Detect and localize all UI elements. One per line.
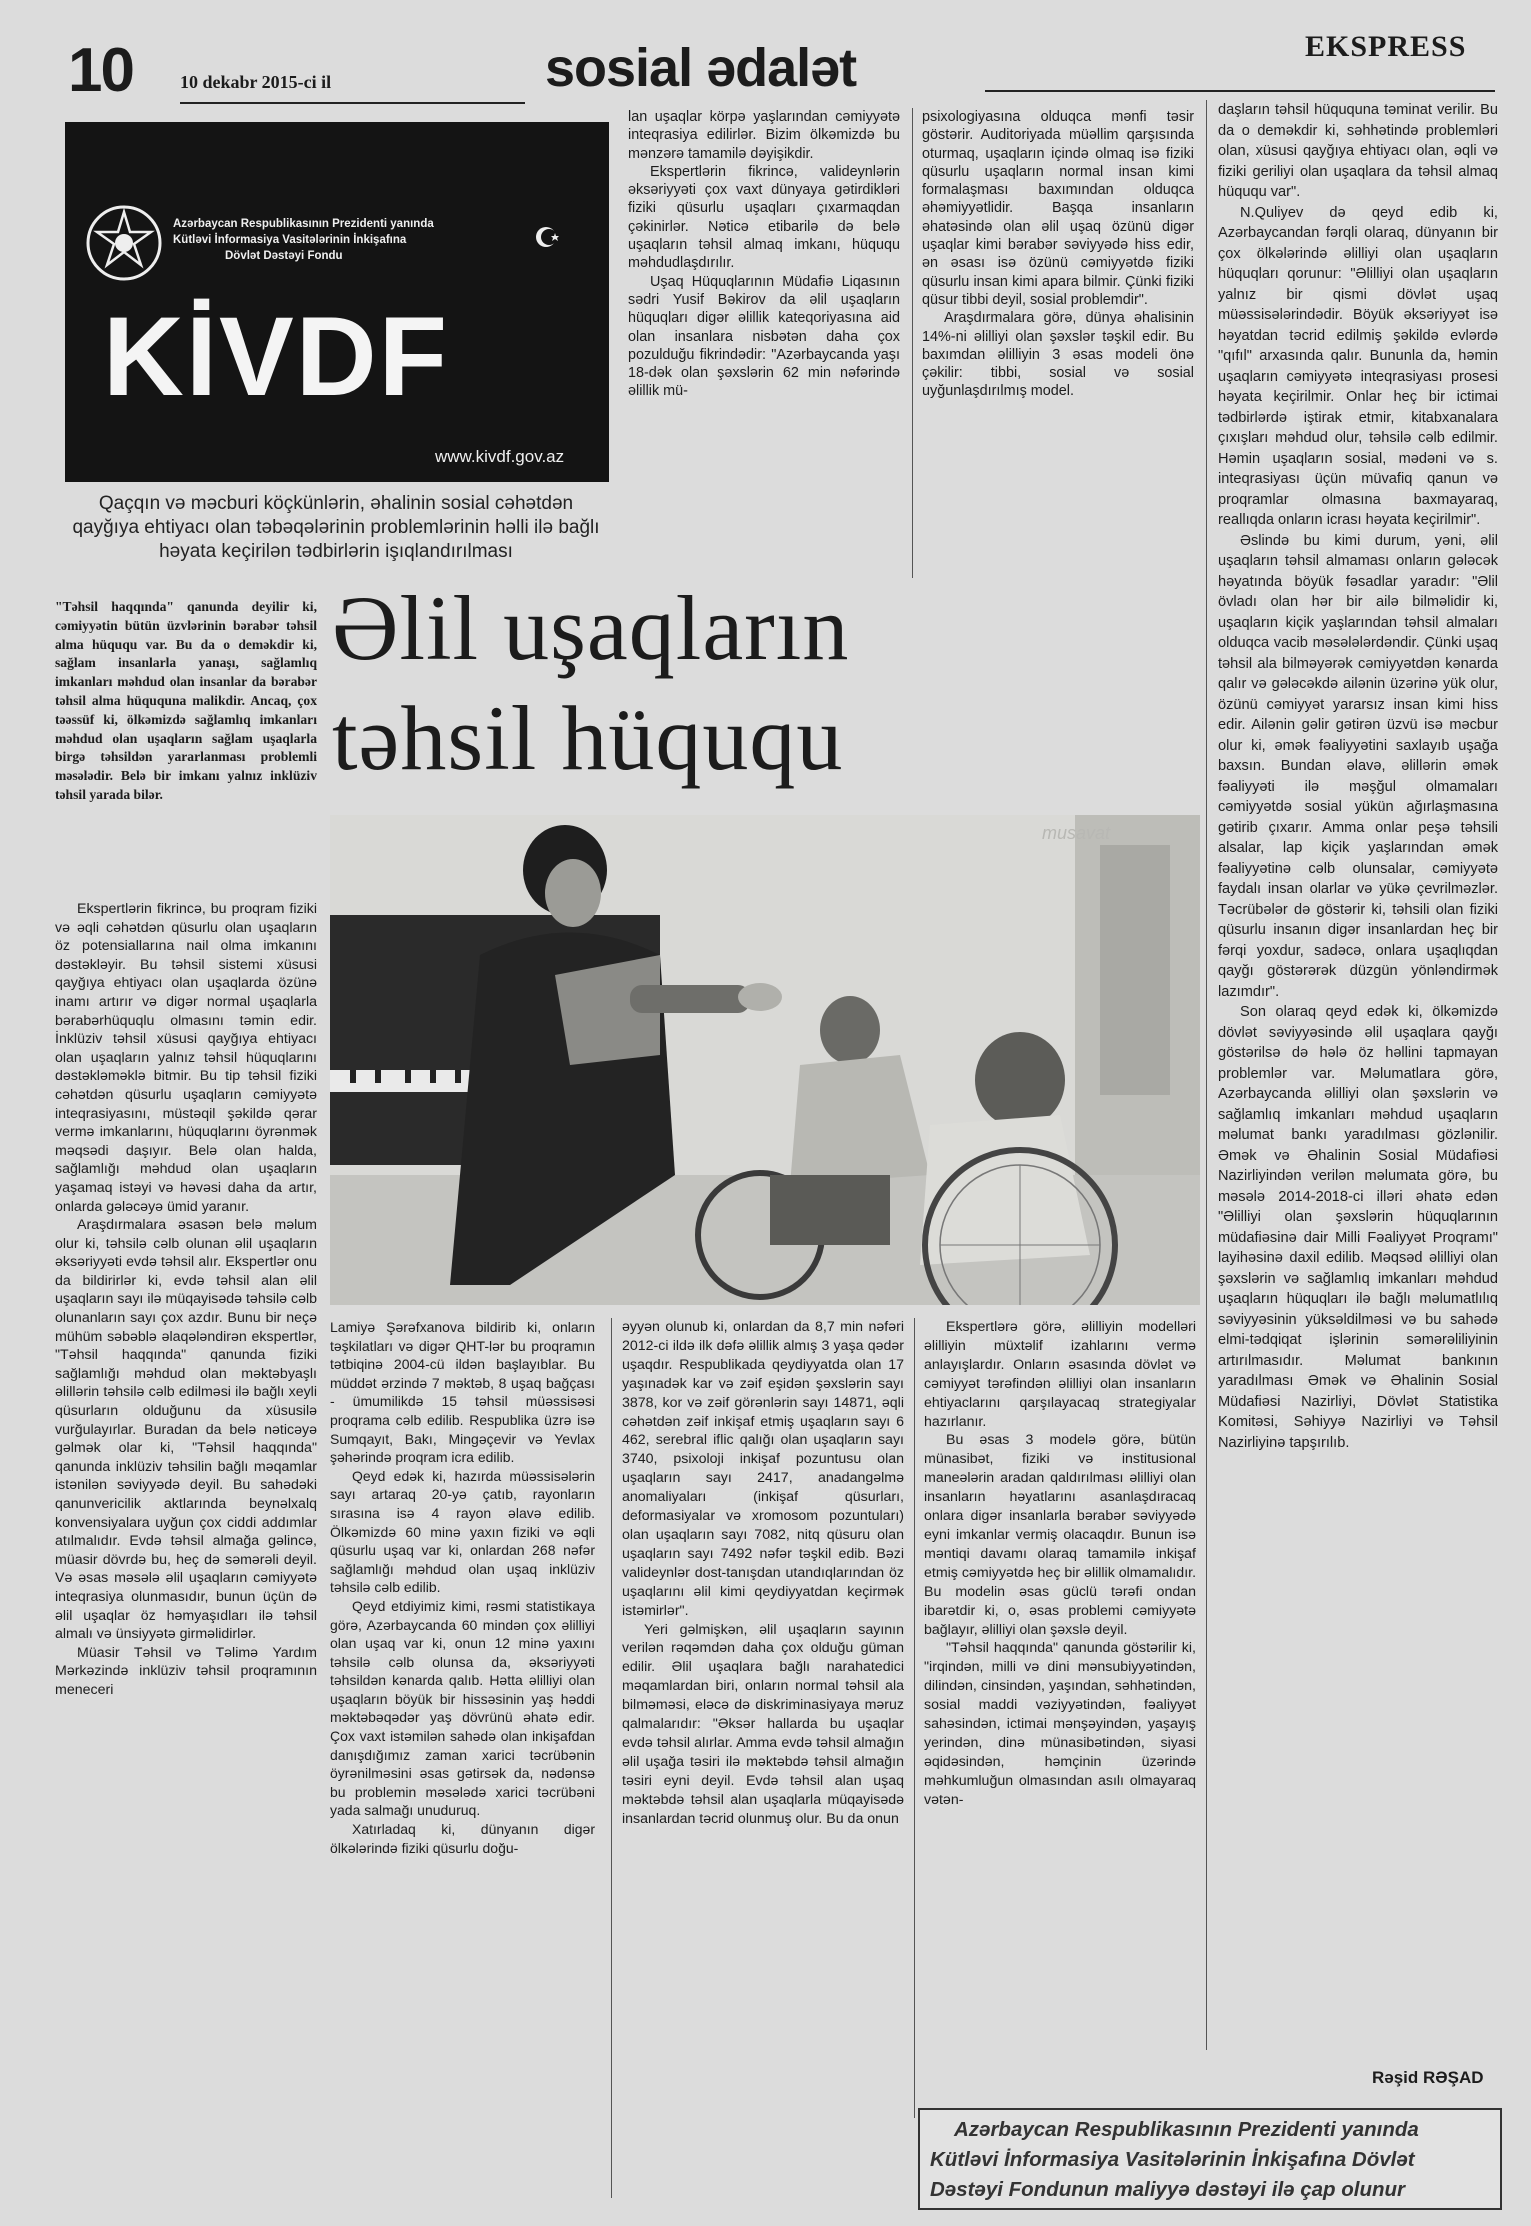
headline-line-2: təhsil hüququ xyxy=(332,687,844,789)
paragraph: Son olaraq qeyd edək ki, ölkəmizdə dövlət səviyyəsində əlil uşaqlara qayğı göstərilsə də hələ öz həllini tapmayan problemlər var. Məlumatlara görə, Azərbaycanda əlilliyi olan şəxslərin və sağlamlıq imkanları məhdud uşaqların məlumat bankı yaradılması gözlənilir. Əmək və Əhalinin Sosial Müdafiəsi Nazirliyindən verilən məlumata görə, bu məsələ 2014-2018-ci illəri əhatə edən "Əlilliyi olan şəxslərin hüquqlarının müdafiəsinə dair Milli Fəaliyyət Proqramı" layihəsinə daxil edilib. Məqsəd əlilliyi olan şəxslərin və sağlamlıq imkanları məhdud uşaqların hüquqları ilə bağlı məlumatlılıq səviyyəsinin yüksəldilməsi və bu sahədə elmi-tədqiqat işlərinin səmərəliliyinin artırılmasıdır. Məlumat bankının yaradılması Əmək və Əhalinin Sosial Müdafiəsi Nazirliyi, Dövlət Statistika Komitəsi, Səhiyyə Nazirliyi və Təhsil Nazirliyinə tapşırılıb. xyxy=(1218,1004,1498,1451)
issue-date: 10 dekabr 2015-ci il xyxy=(180,72,332,92)
column-divider xyxy=(611,1318,612,2198)
page-number: 10 xyxy=(68,36,133,105)
paragraph: psixologiyasına olduqca mənfi təsir göstərir. Auditoriyada müəllim qarşısında oturmaq, uşaqların içində olmaq isə fiziki qüsurlu uşaqların normal insan kimi formalaşması baxımından olduqca əhəmiyyətlidir. Başqa insanların əhatəsində olan əlil uşaq özünü digər uşaqlar kimi bərabər səviyyədə hiss edir, ən əsası isə özünü cəmiyyətdə fiziki qüsurlu insan kimi apara bilmir. Çünki fiziki qüsur tibbi deyil, sosial problemdir". xyxy=(922,109,1194,308)
newspaper-name: EKSPRESS xyxy=(1305,30,1467,63)
footer-line-1: Azərbaycan Respublikasının Prezidenti yanında xyxy=(954,2118,1419,2141)
kivdf-url: www.kivdf.gov.az xyxy=(435,447,565,466)
paragraph: Araşdırmalara əsasən belə məlum olur ki, təhsilə cəlb olunan əlil uşaqların əksəriyyəti evdə təhsil alır. Ekspertlər onu da bildirirlər ki, evdə təhsil alan əlil uşaqların sayı ilə müqayisədə təhsilə cəlb olunanların sayı çox azdır. Bunu bir neçə mühüm səbəblə əlaqələndirən ekspertlər, "Təhsil haqqında" qanunda fiziki sağlamlığı məhdud olan məktəbyaşlı əlillərin təhsilə cəlb edilməsi ilə bağlı xeyli qüsurların olduğunu da xüsusilə vurğulayırlar. Buradan da belə nəticəyə gəlmək olar ki, "Təhsil haqqında" qanunda inklüziv təhsilin bağlı məqamlar istənilən səviyyədə deyil. Bu sahədəki qanunvericilik aktlarında beynəlxalq konvensiyalara uyğun çox ciddi addımlar atılmalıdır. Evdə təhsil almağa gəlincə, müasir dövrdə bu, heç də səmərəli deyil. Və əsas məsələ əlil uşaqların cəmiyyətə inteqrasiya olunmasıdır, bunun üçün də əlil uşaqlar öz həmyaşıdları ilə təhsil almalı və ünsiyyətə girməlidirlər. xyxy=(55,1217,317,1643)
column-3b xyxy=(924,1318,1196,1810)
column-2-bottom xyxy=(330,1318,595,1857)
column-divider xyxy=(912,108,913,578)
column-3-top xyxy=(922,108,1194,401)
paragraph: Ekspertlərə görə, əlilliyin modelləri əlilliyin müxtəlif izahlarını vermə anlayışlardır. Onların əsasında dövlət və cəmiyyət tərəfindən əlilliyi olan insanların ehtiyaclarını qarşılayacaq strategiyalar hazırlanır. xyxy=(924,1319,1196,1430)
org-line-2: Kütləvi İnformasiya Vasitələrinin İnkişafına xyxy=(173,234,407,246)
paragraph: Uşaq Hüquqlarının Müdafiə Liqasının sədri Yusif Bəkirov da əlil uşaqların hüquqları digər əlillik kateqoriyasına aid olan insanlara nisbətən daha çox pozulduğu fikrindədir: "Azərbaycanda yaşı 18-dək olan şəxslərin 62 min nəfərində əlillik mü- xyxy=(628,273,900,400)
paragraph: Araşdırmalara görə, dünya əhalisinin 14%-ni əlilliyi olan şəxslər təşkil edir. Bu baxımdan əlilliyin 3 əsas modeli önə çəkilir: tibbi, sosial və sosial uyğunlaşdırılmış model. xyxy=(922,310,1194,400)
column-3-bottom xyxy=(622,1318,904,1828)
paragraph: daşların təhsil hüququna təminat verilir. Bu da o deməkdir ki, səhhətində problemləri olan, xüsusi qayğıya ehtiyacı olan, əqli və fiziki geriliyi olan uşaqlara da təhsil almaq hüququ var". xyxy=(1218,102,1498,200)
headline-line-1: Əlil uşaqların xyxy=(332,577,850,679)
kivdf-acronym: KİVDF xyxy=(103,294,449,419)
paragraph: Ekspertlərin fikrincə, valideynlərin əksəriyyəti çox vaxt dünyaya gətirdikləri fiziki qüsurlu uşaqları çıxarmaqdan çəkinirlər. Nəticə etibarilə də belə uşaqların təhsil almaq imkanı, hüququ məhdudlaşdırılır. xyxy=(628,163,900,272)
paragraph: Bu əsas 3 modelə görə, bütün münasibət, fiziki və institusional maneələrin aradan qaldırılması əlilliyi olan insanların həyatlarını asanlaşdıracaq onlara digər insanlarla bərabər səviyyədə eyni imkanlar vermiş olacaqdır. Bunun isə məntiqi davamı olaraq tamamilə inkişaf etmiş cəmiyyətdə heç bir əlillik olmamalıdır. Bu modelin əsas güclü tərəfi ondan ibarətdir ki, o, əsas problemi cəmiyyətə bağlayır, əlilliyi olan şəxslə deyil. xyxy=(924,1432,1197,1638)
photo-watermark: musavat xyxy=(1041,823,1110,843)
header-rule-right xyxy=(985,90,1495,92)
footer-box xyxy=(918,2108,1502,2210)
column-divider xyxy=(1206,100,1207,2050)
kivdf-logo-block xyxy=(65,122,609,482)
paragraph: Ekspertlərin fikrincə, bu proqram fiziki və əqli cəhətdən qüsurlu olan uşaqların öz potensiallarına nail olma imkanını dəstəkləyir. Bu təhsil sistemi xüsusi qayğıya ehtiyacı olan uşaqlarda özünə inamı artırır və digər normal uşaqlarla bərabərhüquqlu olmasını təmin edir. İnklüziv təhsil xüsusi qayğıya ehtiyacı olan uşaqların yalnız təhsil hüquqlarını dəstəkləməklə bitmir. Bu tip təhsil fiziki cəhətdən qüsurlu uşaqların cəmiyyətə inteqrasiyasını, müstəqil şəkildə qərar vermə imkanlarını, hüquqlarını öyrənmək məqsədi daşıyır. Belə olan halda, sağlamlığı məhdud olan uşaqların yaşamaq istəyi və həvəsi daha da artır, onlarda gələcəyə ümid yaranır. xyxy=(55,901,317,1215)
paragraph: Yeri gəlmişkən, əlil uşaqların sayının verilən rəqəmdən daha çox olduğu güman edilir. Əlil uşaqlara bağlı narahatedici məqamlardan biri, onların normal təhsil ala bilməməsi, eləcə də diskriminasiyaya məruz qalmalarıdır: "Əksər hallarda bu uşaqlar evdə təhsil alırlar. Amma evdə təhsil almağın əlil uşağa təsiri ilə məktəbdə təhsil almağın təsiri eyni deyil. Evdə təhsil alan uşaq məktəbdə təhsil alan uşaqlarla müqayisədə insanlardan təcrid olunmuş olur. Bu da onun xyxy=(622,1621,904,1827)
column-2-top xyxy=(628,108,900,401)
paragraph: Xatırladaq ki, dünyanın digər ölkələrində fiziki qüsurlu doğu- xyxy=(330,1821,595,1856)
footer-line-2: Kütləvi İnformasiya Vasitələrinin İnkişafına Dövlət xyxy=(930,2148,1415,2171)
paragraph: N.Quliyev də qeyd edib ki, Azərbaycandan fərqli olaraq, dünyanın bir çox ölkələrində əlilliyi olan uşaqların hüquqları qorunur: "Əlilliyi olan uşaqların yalnız bir qismi dövlət uşaq müəssisələrindədir. Böyük əksəriyyət isə həyatdan təcrid edilmiş şəkildə evlərdə "qıfıl" arxasında qalır. Bununla da, həmin uşaqların cəmiyyətə inteqrasiyası prosesi həyata keçirilmir. Onlar heç bir ictimai tədbirlərdə iştirak etmir, kitabxanalara çıxışları məhdud olur, təhsilə cəlb edilmir. Həmin uşaqların sosial, mədəni və s. inteqrasiyası üçün müvafiq qanun və proqramlar olmasına baxmayaraq, reallıqda onların icrası həyata keçirilmir". xyxy=(1218,204,1498,528)
emblem-icon xyxy=(85,204,163,282)
crescent-star-icon xyxy=(533,222,563,252)
paragraph: Müasir Təhsil və Təlimə Yardım Mərkəzində inklüziv təhsil proqramının meneceri xyxy=(55,1644,317,1698)
org-line-3: Dövlət Dəstəyi Fondu xyxy=(225,250,343,262)
paragraph: lan uşaqlar körpə yaşlarından cəmiyyətə inteqrasiya edilirlər. Bizim ölkəmizdə bu mənzərə tamamilə dəyişikdir. xyxy=(628,109,900,162)
paragraph: "Təhsil haqqında" qanunda göstərilir ki, "irqindən, milli və dini mənsubiyyətindən, dilindən, cinsindən, yaşından, səhhətindən, sosial maddi vəziyyətindən, fəaliyyət sahəsindən, ictimai mənşəyindən, yaşayış yerindən, dinə münasibətindən, siyasi əqidəsindən, həmçinin üzərində məhkumluğun olmasından asılı olmayaraq vətən- xyxy=(924,1640,1196,1808)
paragraph: Lamiyə Şərəfxanova bildirib ki, onların təşkilatları və digər QHT-lər bu proqramın tətbiqinə 2004-cü ildən başlayıblar. Bu müddət ərzində 7 məktəb, 8 uşaq bağçası - ümumilikdə 15 təhsil müəssisəsi proqrama cəlb edilib. Respublika üzrə isə Sumqayıt, Bakı, Mingəçevir və Yevlax şəhərində proqram icra edilib. xyxy=(330,1319,595,1466)
author-signature: Rəşid RƏŞAD xyxy=(1372,2068,1484,2087)
header-rule-left xyxy=(180,102,525,104)
column-1 xyxy=(55,900,317,1700)
paragraph: Qeyd etdiyimiz kimi, rəsmi statistikaya görə, Azərbaycanda 60 mindən çox əlilliyi olan uşaq var ki, onun 12 minə yaxını təhsilə cəlb olunsa da, əksəriyyəti təhsildən kənarda qalıb. Hətta əlilliyi olan uşaqların böyük bir hissəsinin yaş həddi məktəbəqədər yaş dövrünü əhatə edir. Çox vaxt istəmilən sahədə olan inkişafdan danışdığımız zaman xarici təcrübənin öyrənilməsini əsas gətirsək da, nədənsə bu problemin məsələdə xarici təcrübəni yada salmağı unuduruq. xyxy=(330,1597,595,1819)
logo-caption: Qaçqın və məcburi köçkünlərin, əhalinin sosial cəhətdən qayğıya ehtiyacı olan təbəqələrinin problemlərinin həlli ilə bağlı həyata keçirilən tədbirlərin işıqlandırılması xyxy=(72,493,600,562)
paragraph: əyyən olunub ki, onlardan da 8,7 min nəfəri 2012-ci ildə ilk dəfə əlillik almış 3 yaşa qədər uşaqdır. Respublikada qeydiyyatda olan 17 yaşınadək kar və zəif eşidən şəxslərin sayı 3878, kor və zəif görənlərin sayı 14871, əqli cəhətdən zəif inkişaf etmiş uşaqların sayı 6 462, serebral iflic qalığı olan uşaqların sayı 3740, psixoloji inkişaf pozuntusu olan uşaqların sayı 2417, anadangəlmə anomaliyaları (inkişaf qüsurları, deformasiyalar və xromosom pozuntuları) olan uşaqların sayı 7082, nitq qüsuru olan uşaqların sayı 7492 nəfər təşkil edib. Bəzi valideynlər dost-tanışdan utandıqlarından öz uşaqlarını əlil kimi qeydiyyatdan keçirmək istəmirlər". xyxy=(622,1319,904,1619)
article-photo xyxy=(330,815,1200,1305)
paragraph: Əslində bu kimi durum, yəni, əlil uşaqların təhsil almaması onların gələcək həyatında böyük fəsadlar yaradır: "Əlil övladı olan hər bir ailə bilməlidir ki, uşaqların kiçik yaşlarından təhsil almaları olduqca vacib məsələlərdəndir. Çünki uşaq təhsil ala bilməyərək cəmiyyətdən kənarda qalır və gələcəkdə ailənin üzərinə yük olur, özünü cəmiyyət yararsız insan kimi hiss edir. Ailənin gəlir gətirən üzvü isə məcbur olur ki, əmək fəaliyyətini saxlayıb uşağa baxsın. Bundan əlavə, əlillərin əmək fəaliyyəti ilə məşğul olmamaları cəmiyyətdə sosial yükün ağırlaşmasına gətirib çıxarır. Amma onlar peşə təhsili alsalar, lap kiçik yaşlarından əmək fəaliyyətinə cəlb olunsalar, cəmiyyətə faydalı insan olarlar və yükə çevrilməzlər. Təcrübələr də göstərir ki, təhsili olan fiziki qüsurlu insanın digər insanlardan heç bir fərqi yoxdur, sadəcə, onlara uşaqlıqdan qayğı göstərərək düzgün yönləndirmək lazımdır". xyxy=(1218,532,1498,1000)
column-divider xyxy=(914,1318,915,2118)
paragraph: Qeyd edək ki, hazırda müəssisələrin sayı artaraq 20-yə çatıb, rayonların sırasına isə 4 rayon əlavə edilib. Ölkəmizdə 60 minə yaxın fiziki və əqli qüsurlu uşaq var ki, onlardan 268 nəfər sağlamlığı məhdud olan uşaq inklüziv təhsilə cəlb edilib. xyxy=(330,1467,595,1596)
column-4 xyxy=(1218,100,1498,1453)
org-line-1: Azərbaycan Respublikasının Prezidenti yanında xyxy=(173,218,434,230)
section-title: sosial ədalət xyxy=(545,38,857,98)
article-lead: "Təhsil haqqında" qanunda deyilir ki, cəmiyyətin bütün üzvlərinin bərabər təhsil alma hüququ var. Bu da o deməkdir ki, sağlam insanlarla yanaşı, sağlamlıq imkanları məhdud olan insanlar da bərabər təhsil alma hüququna malikdir. Ancaq, çox təəssüf ki, ölkəmizdə sağlamlıq imkanları məhdud olan uşaqların sağlam uşaqlarla birgə təhsildən yararlanması problemli məsələdir. Belə bir imkanı yalnız inklüziv təhsil yarada bilər. xyxy=(55,599,317,802)
footer-line-3: Dəstəyi Fondunun maliyyə dəstəyi ilə çap olunur xyxy=(930,2178,1406,2201)
classroom-photo xyxy=(330,815,1200,1305)
